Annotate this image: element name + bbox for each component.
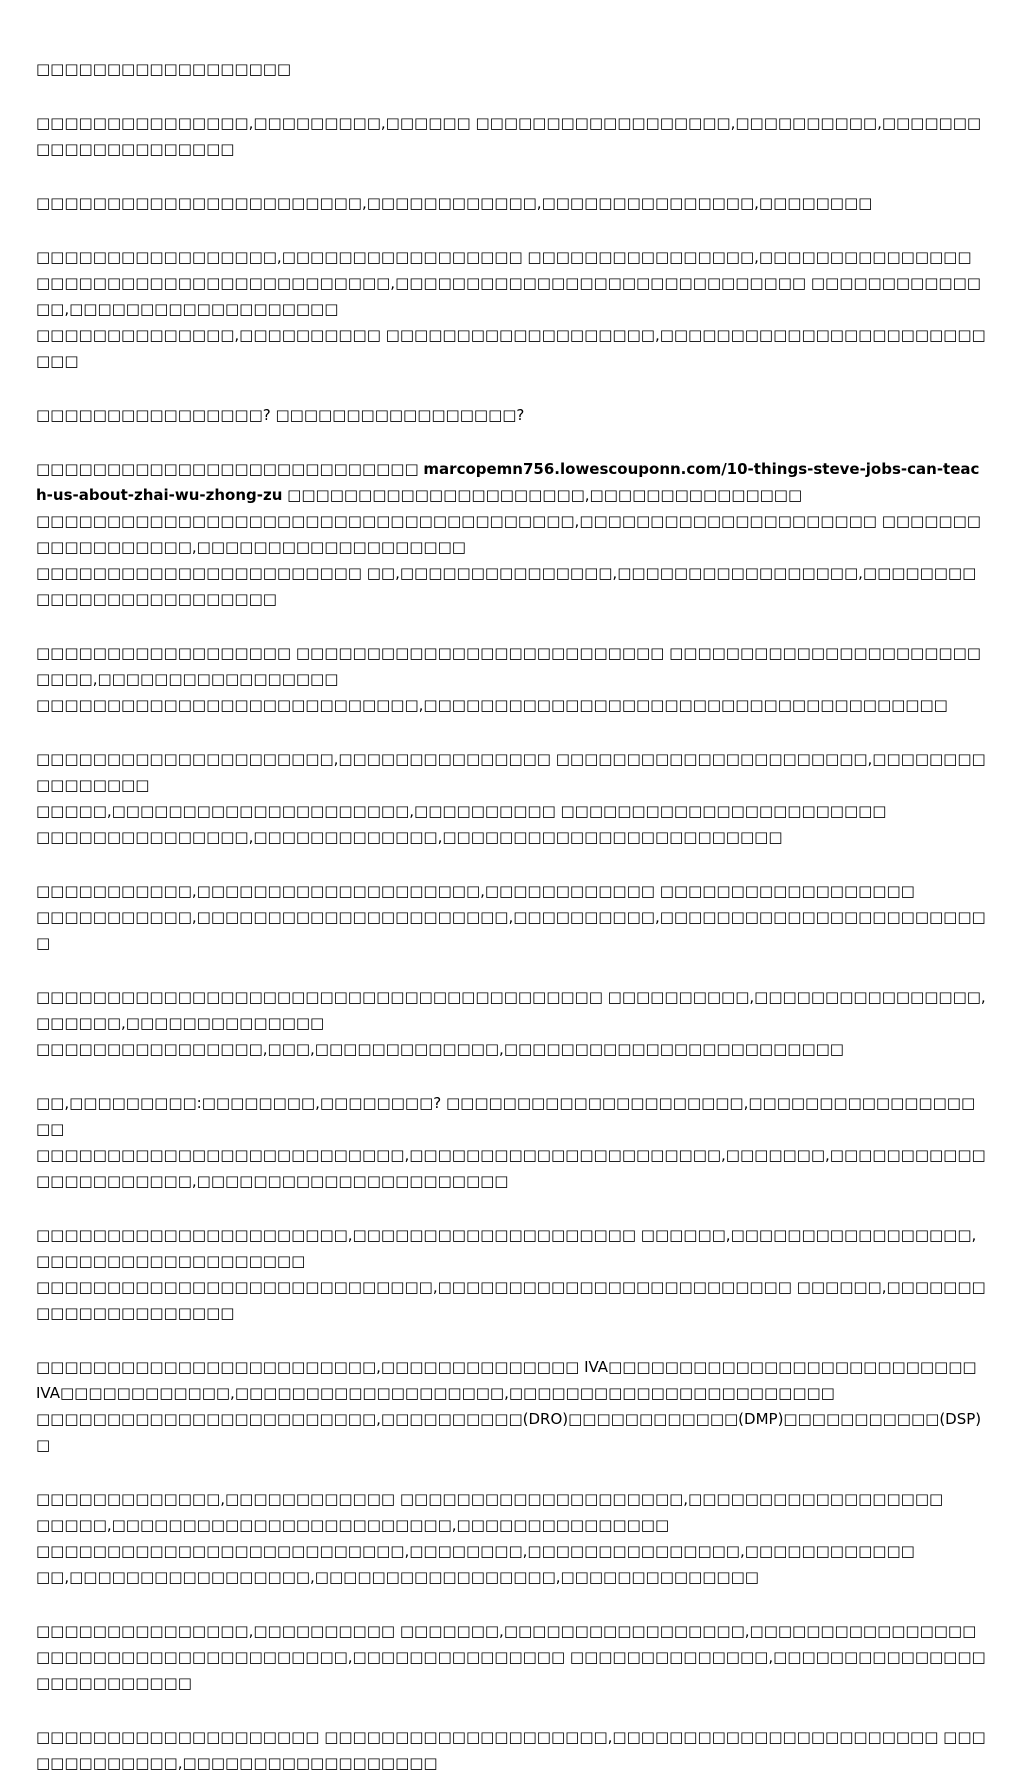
text-line: □□□□□□□□□□□□□□□□□□□□□□□□□□□□,□□□□□□□□□□□□□□□□□□□□□□□□□ □□□□□□,□□□□□□□□□□□□□□□□□□□□□ (36, 1278, 986, 1322)
text-line: □□□□□□□□□□□□□□□□,□□□,□□□□□□□□□□□□□,□□□□□□□□□□□□□□□□□□□□□□□□ (36, 1040, 844, 1058)
paragraph (36, 746, 988, 850)
text-line: □□□□□□□□□□□□□□□□□□ (36, 60, 292, 78)
text-line: □□□□□□□□□□□□□□□,□□□□□□□□□,□□□□□□ □□□□□□□□□□□□□□□□□□,□□□□□□□□□□,□□□□□□□□□□□□□□□□□□□□□ (36, 114, 982, 158)
text-line: □□□□□□□□□□□□□□□□□□□□ □□□□□□□□□□□□□□□□□□□□,□□□□□□□□□□□□□□□□□□□□□□□ □□□□□□□□□□□□□,□□□□□□□□□□□□□□□□□□ (36, 1728, 986, 1772)
paragraph (36, 56, 988, 82)
text-line: □□□□□□□□□□□□□,□□□□□□□□□□□□ □□□□□□□□□□□□□□□□□□□□,□□□□□□□□□□□□□□□□□□ (36, 1490, 944, 1508)
paragraph (36, 1486, 988, 1590)
text-line: □□□□□□□□□□□□□□□,□□□□□□□□□□ □□□□□□□,□□□□□□□□□□□□□□□□□,□□□□□□□□□□□□□□□□ (36, 1622, 977, 1640)
paragraph (36, 456, 988, 612)
text-segment: □□□□□□□□□□□□□□□□□□□□□□□□□□□ (36, 460, 424, 478)
url-link-text[interactable]: marcopemn756.lowescouponn.com/10-things-steve-jobs-can-teach-us-about-zhai-wu-zhong-zu (36, 460, 980, 504)
text-line: □□□□□□□□□□□□□□,□□□□□□□□□□ □□□□□□□□□□□□□□□□□□□,□□□□□□□□□□□□□□□□□□□□□□□□□□ (36, 326, 986, 370)
text-line: □□□□□□□□□□□□□□□□□□□□□□□□,□□□□□□□□□□(DRO)□□□□□□□□□□□□(DMP)□□□□□□□□□□□(DSP)□ (36, 1410, 982, 1454)
text-line: □□□□□□□□□□□□□□□□□,□□□□□□□□□□□□□□□□□ □□□□□□□□□□□□□□□□,□□□□□□□□□□□□□□□ (36, 248, 972, 266)
paragraph (36, 984, 988, 1062)
text-line: □□□□□□□□□□□□□□□□□□□□□□□ □□,□□□□□□□□□□□□□□□,□□□□□□□□□□□□□□□□□,□□□□□□□□□□□□□□□□□□□□□□□□□ (36, 564, 977, 608)
paragraph (36, 1724, 988, 1776)
text-line: □□□□□□□□□□□□□□□□□□□□□□□□□,□□□□□□□□□□□□□□□□□□□□□□□□□□□□□ □□□□□□□□□□□□□□,□□□□□□□□□□□□□□□□□□□ (36, 274, 981, 318)
text-line: □□□□□□□□□□□□□□□□□□ □□□□□□□□□□□□□□□□□□□□□□□□□□ □□□□□□□□□□□□□□□□□□□□□□□□□□,□□□□□□□□□□□□□□□□□ (36, 644, 981, 688)
text-line: □□□□□□□□□□□□□□□,□□□□□□□□□□□□□,□□□□□□□□□□□□□□□□□□□□□□□□ (36, 828, 783, 846)
text-line: □□□□□□□□□□□□□□□□□□□□□□□□□□,□□□□□□□□,□□□□□□□□□□□□□□□,□□□□□□□□□□□□ (36, 1542, 915, 1560)
text-line: □□□□□□□□□□□,□□□□□□□□□□□□□□□□□□□□,□□□□□□□□□□□□ □□□□□□□□□□□□□□□□□□ (36, 882, 915, 900)
paragraph (36, 1618, 988, 1696)
text-segment: □□□□□□□□□□□□□□□□□□□□□,□□□□□□□□□□□□□□□ (282, 486, 803, 504)
text-line: □□□□□,□□□□□□□□□□□□□□□□□□□□□□□□,□□□□□□□□□□□□□□□ (36, 1516, 670, 1534)
text-line (36, 456, 988, 508)
paragraph (36, 640, 988, 718)
text-line: □□□□□□□□□□□□□□□□□□□□□,□□□□□□□□□□□□□□□ □□□□□□□□□□□□□□□□□□□□□□,□□□□□□□□□□□□□□□□ (36, 750, 986, 794)
paragraph (36, 878, 988, 956)
text-line: □□□□□□□□□□□□□□□□□□□□□□,□□□□□□□□□□□□□□□□□□□□ □□□□□□,□□□□□□□□□□□□□□□□□,□□□□□□□□□□□□□□□□□□□ (36, 1226, 977, 1270)
text-line: □□□□□□□□□□□□□□□□□□□□□□□□□□□□□□□□□□□□□□,□□□□□□□□□□□□□□□□□□□□□ □□□□□□□□□□□□□□□□□□,□□□□□□□□□□□□□□□□□□□ (36, 512, 981, 556)
paragraph (36, 110, 988, 162)
text-line: IVA□□□□□□□□□□□□,□□□□□□□□□□□□□□□□□□□,□□□□□□□□□□□□□□□□□□□□□□□ (36, 1384, 835, 1402)
paragraph (36, 402, 988, 428)
text-line: □□□□□□□□□□□□□□□□□□□□□□□□,□□□□□□□□□□□□□□ IVA□□□□□□□□□□□□□□□□□□□□□□□□□□ (36, 1358, 977, 1376)
paragraph (36, 1222, 988, 1326)
text-line: □□□□□□□□□□□,□□□□□□□□□□□□□□□□□□□□□□,□□□□□□□□□□,□□□□□□□□□□□□□□□□□□□□□□□□ (36, 908, 986, 952)
text-line: □□□□□□□□□□□□□□□□□□□□□□□□□□,□□□□□□□□□□□□□□□□□□□□□□,□□□□□□□,□□□□□□□□□□□ (36, 1146, 986, 1164)
text-line: □□□□□□□□□□□□□□□□□□□□□□□□□□□,□□□□□□□□□□□□□□□□□□□□□□□□□□□□□□□□□□□□□ (36, 696, 948, 714)
text-line: □□□□□□□□□□□□□□□□□□□□□□□□□□□□□□□□□□□□□□□□ □□□□□□□□□□,□□□□□□□□□□□□□□□□,□□□□□□,□□□□□□□□□□□□□□ (36, 988, 986, 1032)
paragraph (36, 1354, 988, 1458)
text-line: □□,□□□□□□□□□:□□□□□□□□,□□□□□□□□? □□□□□□□□□□□□□□□□□□□□□,□□□□□□□□□□□□□□□□□□ (36, 1094, 976, 1138)
paragraph (36, 190, 988, 216)
paragraph (36, 244, 988, 374)
text-line: □□□□□□□□□□□□□□□□? □□□□□□□□□□□□□□□□□? (36, 406, 525, 424)
text-line: □□□□□□□□□□□,□□□□□□□□□□□□□□□□□□□□□□ (36, 1172, 509, 1190)
text-line: □□□□□□□□□□□□□□□□□□□□□□,□□□□□□□□□□□□□□□ □□□□□□□□□□□□□□,□□□□□□□□□□□□□□□□□□□□□□□□□□ (36, 1648, 986, 1692)
text-line: □□,□□□□□□□□□□□□□□□□□,□□□□□□□□□□□□□□□□□,□□□□□□□□□□□□□□ (36, 1568, 759, 1586)
text-line: □□□□□,□□□□□□□□□□□□□□□□□□□□□,□□□□□□□□□□ □□□□□□□□□□□□□□□□□□□□□□□ (36, 802, 887, 820)
paragraph (36, 1090, 988, 1194)
text-line: □□□□□□□□□□□□□□□□□□□□□□□,□□□□□□□□□□□□,□□□□□□□□□□□□□□□,□□□□□□□□ (36, 194, 873, 212)
